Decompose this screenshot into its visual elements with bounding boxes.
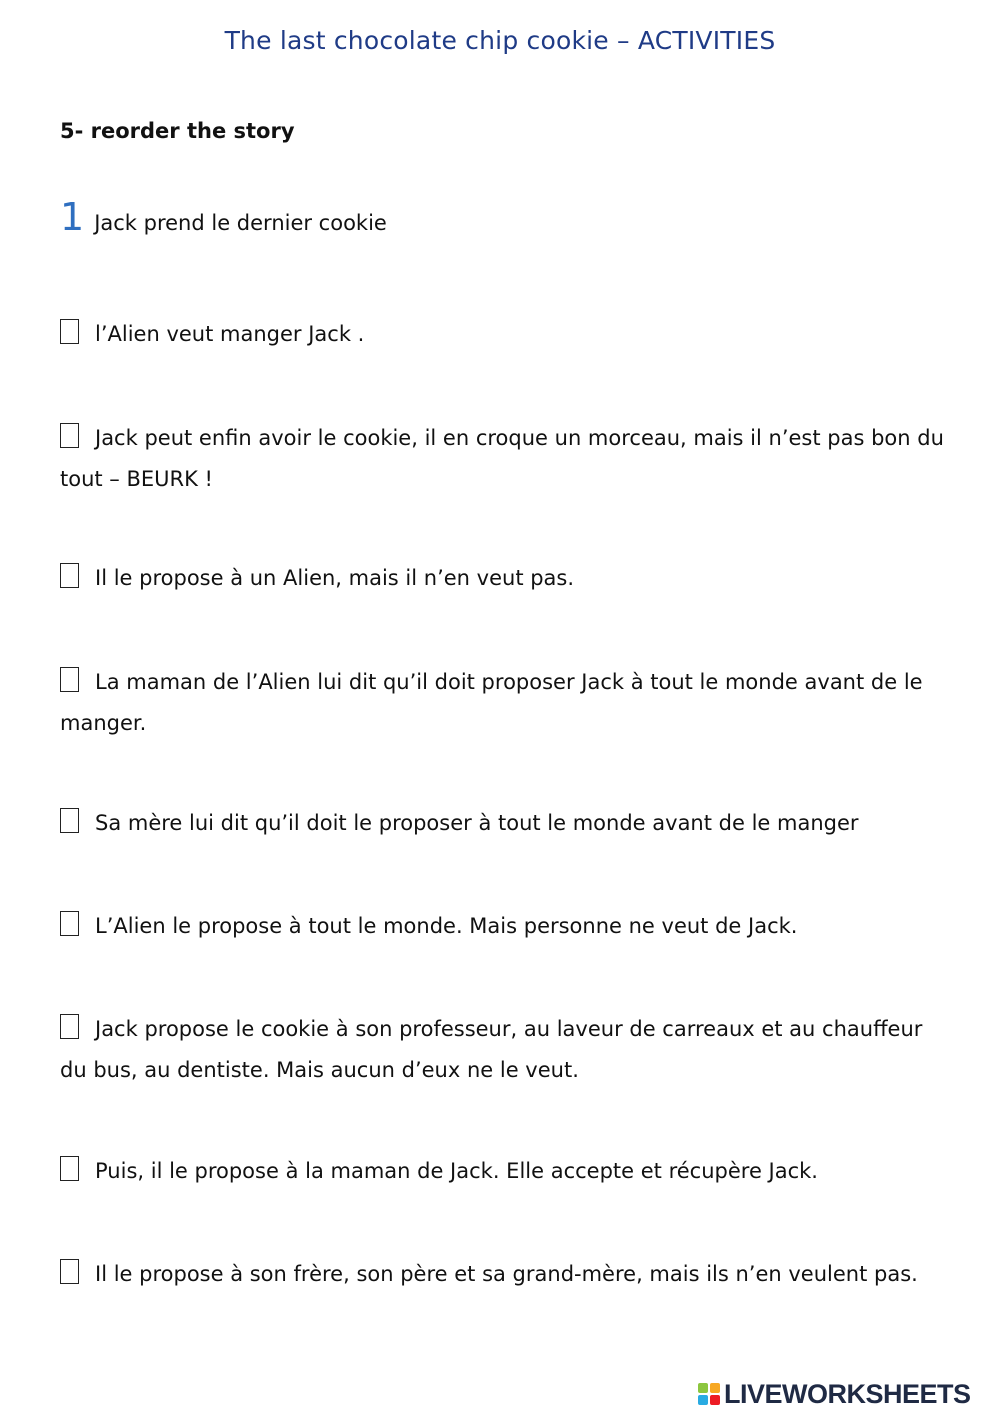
story-item-text: La maman de l’Alien lui dit qu’il doit proposer Jack à tout le monde avant de le manger. <box>60 670 923 735</box>
order-checkbox[interactable] <box>60 563 79 588</box>
order-checkbox[interactable] <box>60 1014 79 1039</box>
logo-square <box>710 1383 720 1393</box>
story-item <box>60 558 955 599</box>
order-checkbox[interactable] <box>60 808 79 833</box>
logo-square <box>710 1395 720 1405</box>
worksheet-title: The last chocolate chip cookie – ACTIVITIES <box>224 26 776 55</box>
story-item <box>60 1009 955 1091</box>
story-item-text: Puis, il le propose à la maman de Jack. Elle accepte et récupère Jack. <box>95 1159 818 1183</box>
story-item-text: Jack peut enfin avoir le cookie, il en croque un morceau, mais il n’est pas bon du tout – BEURK ! <box>60 426 944 491</box>
logo-text: LIVEWORKSHEETS <box>724 1379 971 1409</box>
section-heading: 5- reorder the story <box>60 119 295 143</box>
order-checkbox[interactable] <box>60 667 79 692</box>
story-item-first <box>60 195 960 239</box>
first-item-number: 1 <box>60 195 85 239</box>
logo-square <box>698 1383 708 1393</box>
order-checkbox[interactable] <box>60 423 79 448</box>
story-item-text: Jack propose le cookie à son professeur, au laveur de carreaux et au chauffeur du bus, au dentiste. Mais aucun d’eux ne le veut. <box>60 1017 923 1082</box>
story-item-text: L’Alien le propose à tout le monde. Mais personne ne veut de Jack. <box>95 914 798 938</box>
story-item <box>60 1254 955 1295</box>
order-checkbox[interactable] <box>60 1156 79 1181</box>
story-item <box>60 803 955 844</box>
story-item-text: l’Alien veut manger Jack . <box>95 322 365 346</box>
liveworksheets-logo <box>698 1378 971 1410</box>
order-checkbox[interactable] <box>60 319 79 344</box>
story-item-text: Il le propose à un Alien, mais il n’en veut pas. <box>95 566 575 590</box>
story-item <box>60 662 955 744</box>
story-item-text: Sa mère lui dit qu’il doit le proposer à tout le monde avant de le manger <box>95 811 859 835</box>
logo-square <box>698 1395 708 1405</box>
liveworksheets-logo-icon <box>698 1383 720 1405</box>
first-item-text: Jack prend le dernier cookie <box>94 211 387 235</box>
story-item <box>60 906 955 947</box>
story-item-text: Il le propose à son frère, son père et sa grand-mère, mais ils n’en veulent pas. <box>95 1262 918 1286</box>
story-item <box>60 418 955 500</box>
order-checkbox[interactable] <box>60 911 79 936</box>
order-checkbox[interactable] <box>60 1259 79 1284</box>
story-item <box>60 1151 955 1192</box>
story-item <box>60 314 955 355</box>
